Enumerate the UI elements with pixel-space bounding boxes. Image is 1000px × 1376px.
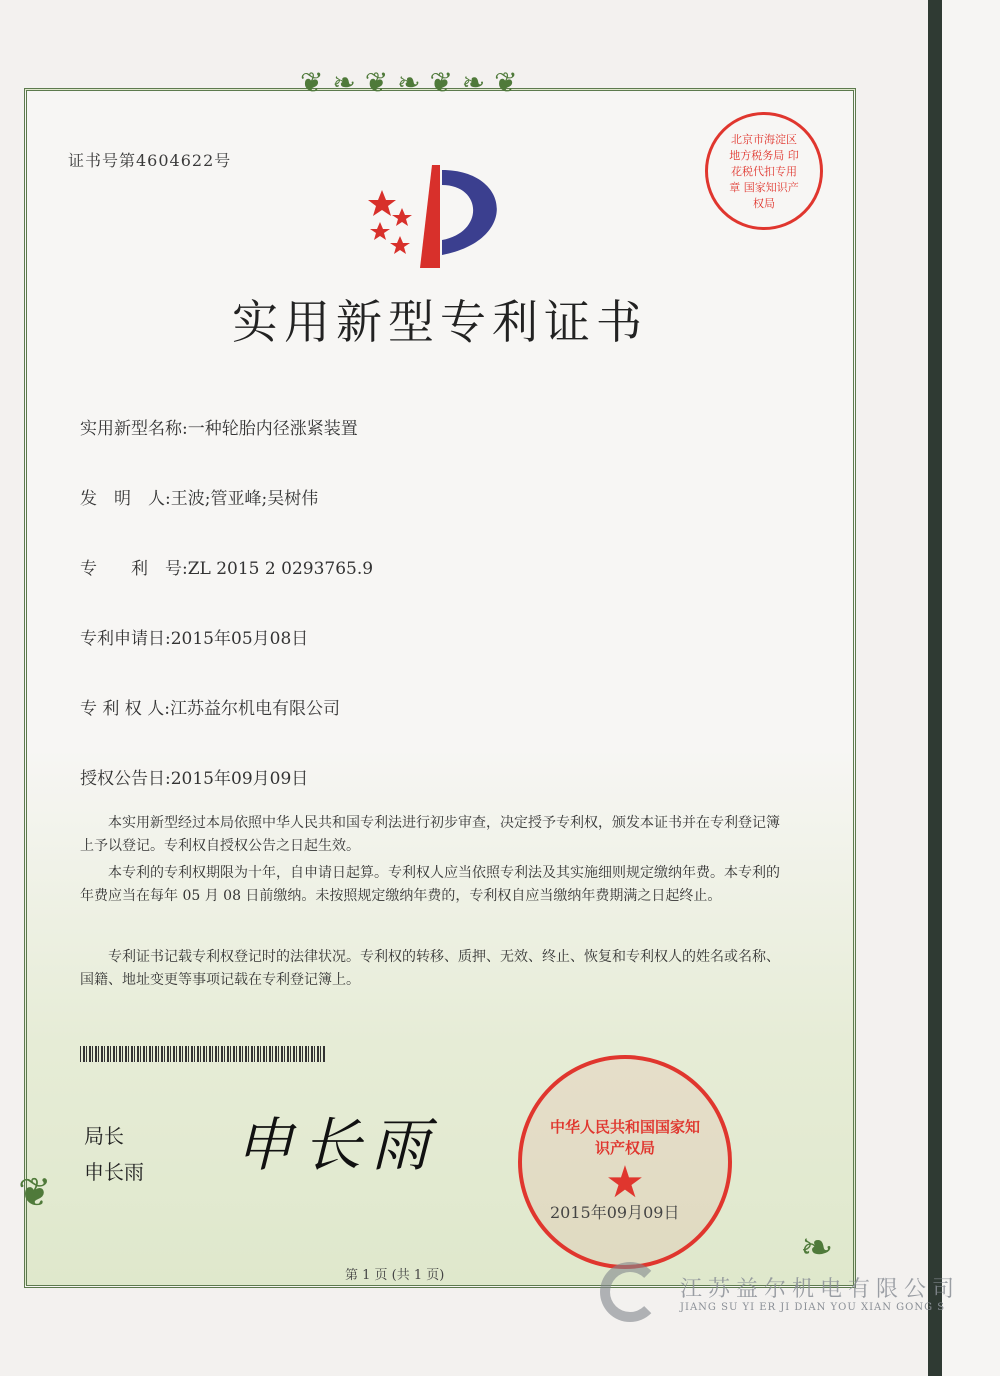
field-patent-number: 专 利 号:ZL 2015 2 0293765.9 bbox=[80, 559, 374, 579]
signature: 申长雨 bbox=[235, 1111, 440, 1179]
page-margin bbox=[942, 0, 1000, 1376]
page-info: 第 1 页 (共 1 页) bbox=[345, 1268, 445, 1283]
document-title: 实用新型专利证书 bbox=[232, 295, 648, 349]
field-grant-date: 授权公告日:2015年09月09日 bbox=[80, 769, 309, 789]
paragraph-3: 专利证书记载专利权登记时的法律状况。专利权的转移、质押、无效、终止、恢复和专利权人的姓名或名称、国籍、地址变更等事项记载在专利登记簿上。 bbox=[80, 949, 780, 988]
field-inventors: 发 明 人:王波;管亚峰;吴树伟 bbox=[80, 489, 319, 509]
seal-star-icon: ★ bbox=[605, 1157, 645, 1208]
top-ornament: ❦ ❧ ❦ ❧ ❦ ❧ ❦ bbox=[300, 66, 518, 99]
tax-stamp bbox=[705, 112, 823, 230]
corner-ornament-right: ❧ bbox=[800, 1225, 834, 1271]
paragraph-1: 本实用新型经过本局依照中华人民共和国专利法进行初步审查，决定授予专利权，颁发本证书并在专利登记簿上予以登记。专利权自授权公告之日起生效。 bbox=[80, 815, 780, 854]
watermark-company: 江苏益尔机电有限公司 bbox=[680, 1277, 961, 1302]
director-title: 局长 bbox=[84, 1124, 124, 1148]
barcode bbox=[80, 1046, 325, 1062]
director-name: 申长雨 bbox=[84, 1160, 144, 1184]
field-filing-date: 专利申请日:2015年05月08日 bbox=[80, 629, 309, 649]
tax-stamp-text: 北京市海淀区地方税务局 印花税代扣专用章 国家知识产权局 bbox=[729, 133, 799, 210]
paragraph-2: 本专利的专利权期限为十年，自申请日起算。专利权人应当依照专利法及其实施细则规定缴纳年费。本专利的年费应当在每年 05 月 08 日前缴纳。未按照规定缴纳年费的，专利权自应当缴纳年费期满之日起终止。 bbox=[80, 865, 780, 904]
corner-ornament-left: ❦ bbox=[18, 1170, 52, 1216]
patent-office-logo-icon bbox=[360, 160, 520, 270]
binding-edge bbox=[928, 0, 942, 1376]
seal-text: 中华人民共和国国家知识产权局 bbox=[549, 1118, 700, 1157]
watermark-logo-icon bbox=[600, 1262, 660, 1322]
official-seal bbox=[518, 1055, 732, 1269]
field-name: 实用新型名称:一种轮胎内径涨紧装置 bbox=[80, 419, 358, 439]
field-patentee: 专 利 权 人:江苏益尔机电有限公司 bbox=[80, 699, 340, 719]
seal-date: 2015年09月09日 bbox=[550, 1203, 680, 1222]
watermark-company-en: JIANG SU YI ER JI DIAN YOU XIAN GONG S bbox=[680, 1302, 946, 1313]
certificate-number: 证书号第4604622号 bbox=[68, 151, 232, 170]
